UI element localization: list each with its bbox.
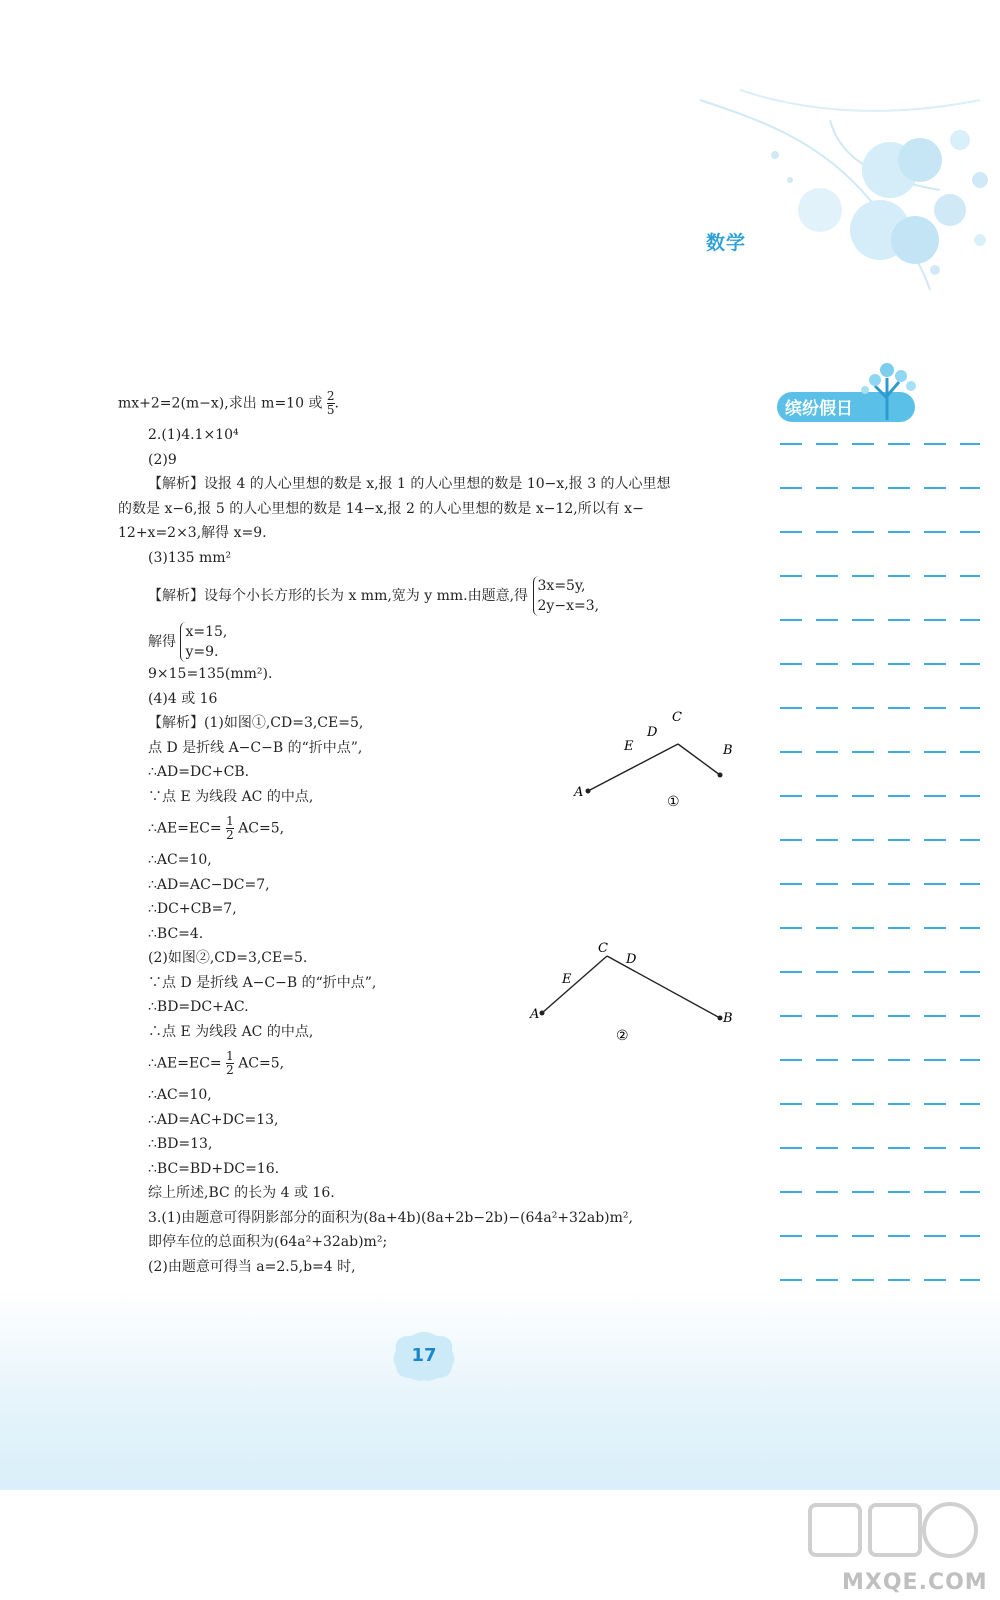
figure-caption: ①	[667, 794, 680, 810]
page-bottom-gradient	[0, 1290, 1000, 1490]
label-b: B	[723, 743, 733, 758]
solution-system: x=15, y=9.	[180, 622, 227, 662]
point-a	[540, 1011, 545, 1016]
fraction: $\frac{1}{2}$	[226, 814, 234, 842]
text-line: ∴点 E 为线段 AC 的中点,	[148, 1023, 314, 1040]
figure-caption: ②	[616, 1028, 629, 1044]
point-b	[718, 773, 723, 778]
label-a: A	[530, 1007, 540, 1022]
watermark-text: MXQE.COM	[842, 1570, 988, 1595]
solution-system-line: 解得 x=15, y=9.	[148, 624, 228, 660]
fraction: $\frac{1}{2}$	[226, 1049, 234, 1077]
fraction: $\frac{2}{5}$	[326, 389, 335, 417]
label-a: A	[574, 785, 584, 800]
text-line: ∴DC+CB=7,	[148, 901, 237, 917]
text-line: (2)如图②,CD=3,CE=5.	[148, 950, 308, 966]
text-line: ∴AD=DC+CB.	[148, 764, 250, 780]
conclusion-line: 综上所述,BC 的长为 4 或 16.	[148, 1185, 335, 1201]
figure-2	[528, 940, 748, 1050]
text-line: ∴AC=10,	[148, 1087, 212, 1103]
text-line: ∴BC=4.	[148, 925, 204, 942]
text-line: ∴BD=13,	[148, 1136, 213, 1152]
text-line: ∴AD=AC+DC=13,	[148, 1111, 279, 1128]
subject-title: 数学	[706, 232, 747, 254]
label-b: B	[723, 1011, 733, 1026]
text-line: 即停车位的总面积为(64a²+32ab)m²;	[148, 1234, 388, 1250]
solution-content	[118, 390, 758, 1279]
text-line-1: mx+2=2(m−x),求出 m=10 或	[118, 395, 323, 412]
sidebar-badge	[775, 350, 925, 430]
answer-2-4: (4)4 或 16	[148, 690, 218, 707]
text-line: ∴BD=DC+AC.	[148, 999, 249, 1015]
point-b	[718, 1016, 723, 1021]
label-d: D	[647, 725, 658, 740]
answer-3-2: (2)由题意可得当 a=2.5,b=4 时,	[148, 1258, 356, 1275]
text-line: ∴AD=AC−DC=7,	[148, 876, 270, 893]
point-a	[586, 789, 591, 794]
text-line: 点 D 是折线 A−C−B 的“折中点”,	[148, 739, 363, 756]
text-line: 【解析】(1)如图①,CD=3,CE=5,	[148, 715, 364, 731]
label-e: E	[624, 739, 634, 754]
answer-3-1: 3.(1)由题意可得阴影部分的面积为(8a+4b)(8a+2b−2b)−(64a²+32ab)m²,	[148, 1209, 633, 1226]
text-line: ∴AC=10,	[148, 852, 212, 868]
equation-system-line: 【解析】设每个小长方形的长为 x mm,宽为 y mm.由题意,得 3x=5y, 2y−x=3,	[148, 578, 600, 614]
page-number: 17	[411, 1345, 437, 1366]
text-line: ∴AE=EC= $\frac{1}{2}$ AC=5,	[148, 814, 285, 842]
equation-system: 3x=5y, 2y−x=3,	[533, 576, 600, 616]
text-line: 9×15=135(mm²).	[148, 666, 273, 682]
answer-2-3: (3)135 mm²	[148, 549, 232, 566]
explanation-line: 【解析】设报 4 的人心里想的数是 x,报 1 的人心里想的数是 10−x,报 3 的人心里想	[148, 476, 671, 492]
floral-decoration	[680, 80, 1000, 300]
answer-2-1: 2.(1)4.1×10⁴	[148, 427, 239, 443]
answer-2-2: (2)9	[148, 451, 177, 468]
text-line: ∴AE=EC= $\frac{1}{2}$ AC=5,	[148, 1049, 285, 1077]
text-line: ∴BC=BD+DC=16.	[148, 1160, 280, 1177]
explanation-line: 的数是 x−6,报 5 的人心里想的数是 14−x,报 2 的人心里想的数是 x−12,所以有 x−	[118, 500, 644, 517]
segment-cb	[607, 956, 720, 1018]
sidebar-title: 缤纷假日	[785, 399, 853, 419]
label-c: C	[598, 941, 608, 956]
page-number-badge	[392, 1330, 456, 1382]
note-lines	[780, 440, 980, 1300]
segment-ac	[542, 956, 607, 1013]
label-e: E	[562, 972, 572, 987]
figure-1	[560, 710, 760, 825]
text-line: ∵点 D 是折线 A−C−B 的“折中点”,	[148, 974, 377, 991]
text-line: mx+2=2(m−x),求出 m=10 或 $\frac{2}{5}$ .	[118, 389, 339, 417]
segment-cb	[678, 744, 720, 775]
explanation-line: 12+x=2×3,解得 x=9.	[118, 525, 267, 541]
text-line: ∵点 E 为线段 AC 的中点,	[148, 788, 314, 805]
label-d: D	[626, 952, 637, 967]
label-c: C	[672, 710, 682, 725]
